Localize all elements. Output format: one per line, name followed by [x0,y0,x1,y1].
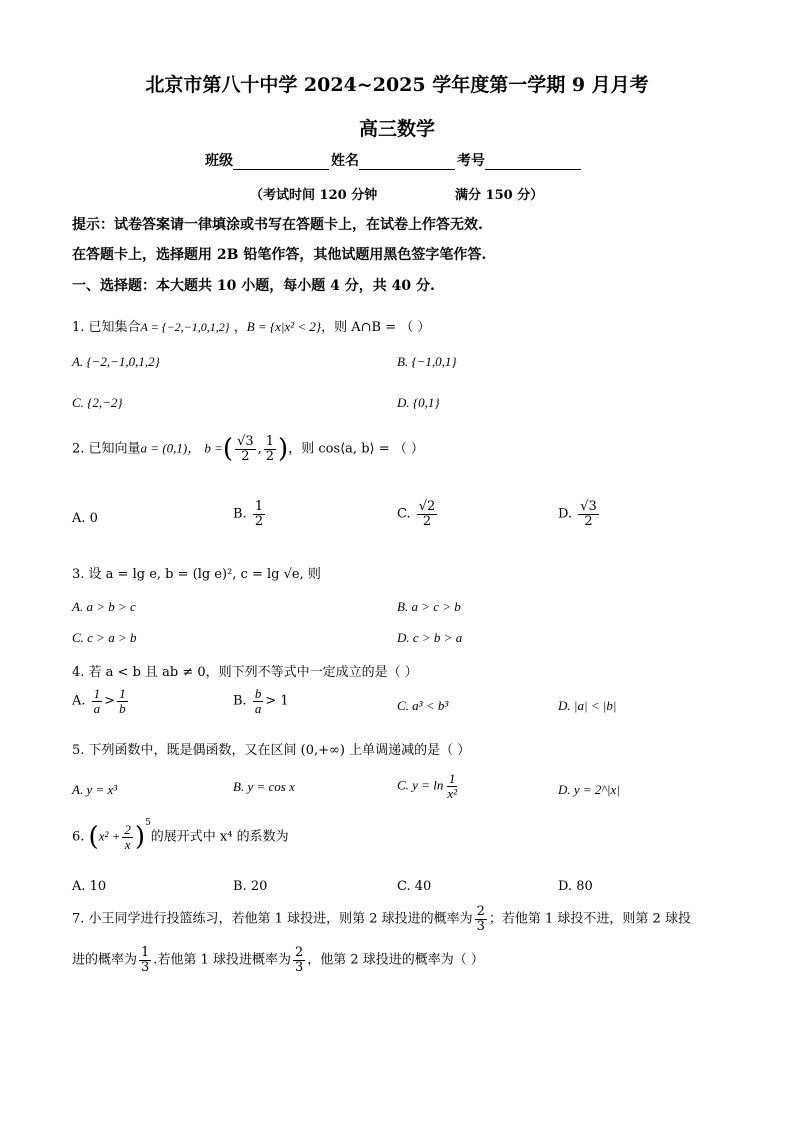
subject-title: 高三数学 [358,118,435,140]
q2-option-c: C. $\frac{√2}{2}$ [397,499,436,529]
q5-option-c: C. y = ln $\frac{1}{\text{x²}}$ [397,771,457,801]
question-1-stem: 1. 已知集合A = {−2,−1,0,1,2} ，B = {x|x² < 2}，则 A∩B = （ ） [72,319,431,335]
question-7-line-1: 7. 小王同学进行投篮练习，若他第 1 球投进，则第 2 球投进的概率为 $\frac{2}{3}$ ；若他第 1 球投不进，则第 2 球投 [72,904,691,934]
q6-option-c: C. 40 [397,879,432,894]
q1-set-a: A = {−2,−1,0,1,2} [140,320,230,334]
q1-option-b: B. {−1,0,1} [397,354,457,369]
q2-vector-b-y: $\frac{1}{2}$ [265,433,275,464]
q1-set-b: B = {x|x² < 2} [246,319,322,334]
time-info: （考试时间 120 分钟 [250,188,378,203]
question-2-stem: 2. 已知向量a = (0,1)， b =( $\frac{√3}{2}$ , $\frac{1}{2}$ )，则 cos⟨a, b⟩ = （ ） [72,433,424,464]
exam-title: 北京市第八十中学 2024~2025 学年度第一学期 9 月月考 [145,74,649,96]
q1-prefix: 1. 已知集合 [72,320,141,335]
q1-ask: ，则 A∩B = （ ） [321,320,431,335]
q3-option-b: B. a > c > b [397,599,461,614]
q2-vector-a: a = (0,1)， [140,440,201,456]
name-blank [359,155,455,170]
name-label: 姓名 [331,153,359,169]
student-info-line [205,150,583,170]
q5-option-d: D. y = 2^|x| [558,782,620,797]
exam-no-blank [485,155,581,170]
class-label: 班级 [205,153,233,169]
q4-option-d: D. |a| < |b| [558,698,617,713]
q1-option-c: C. {2,−2} [72,395,123,410]
q6-label: 6. [72,829,85,845]
q2-vector-b-label: b = [204,440,223,456]
section-heading: 一、选择题：本大题共 10 小题，每小题 4 分，共 40 分. [72,278,435,294]
q2-ask: ，则 cos⟨a, b⟩ = （ ） [288,441,424,457]
question-5-stem: 5. 下列函数中，既是偶函数，又在区间 (0,+∞) 上单调递减的是（ ） [72,743,471,758]
note-line-1: 提示：试卷答案请一律填涂或书写在答题卡上，在试卷上作答无效. [72,217,483,233]
q3-option-a: A. a > b > c [72,599,136,614]
q6-power: 5 [145,818,151,829]
score-info: 满分 150 分） [455,188,544,203]
q2-vector-b-x: $\frac{√3}{2}$ [237,433,254,464]
q3-option-d: D. c > b > a [397,630,463,645]
q2-option-a: A. 0 [72,511,98,526]
q6-option-b: B. 20 [233,879,268,894]
q5-option-a: A. y = x³ [72,782,118,797]
q5-option-b: B. y = cos x [233,779,295,794]
q1-option-a: A. {−2,−1,0,1,2} [72,354,160,369]
question-4-stem: 4. 若 a < b 且 ab ≠ 0，则下列不等式中一定成立的是（ ） [72,665,418,680]
q6-expr: x² + [98,828,121,844]
exam-no-label: 考号 [457,153,485,169]
q3-option-c: C. c > a > b [72,630,137,645]
q1-option-d: D. {0,1} [397,395,440,410]
question-3-stem: 3. 设 a = lg e, b = (lg e)², c = lg √e, 则 [72,567,321,582]
q4-option-b: B. $\frac{b}{a}$ > 1 [233,686,289,716]
question-6-stem: 6. (x² + $\frac{2}{x}$ )$^5$的展开式中 x⁴ 的系数为 [72,818,289,852]
q2-option-b: B. $\frac{1}{2}$ [233,499,264,529]
q2-option-d: D. $\frac{√3}{2}$ [558,499,597,529]
q6-option-d: D. 80 [558,879,593,894]
note-line-2: 在答题卡上，选择题用 2B 铅笔作答，其他试题用黑色签字笔作答. [72,247,487,263]
q6-option-a: A. 10 [72,879,107,894]
q2-prefix: 2. 已知向量 [72,441,141,457]
question-7-line-2: 进的概率为 $\frac{1}{3}$ .若他第 1 球投进概率为 $\frac{2}{3}$ ，他第 2 球投进的概率为（ ） [72,945,484,975]
q4-option-c: C. a³ < b³ [397,698,449,713]
class-blank [233,155,329,170]
q4-option-a: A. $\frac{1}{a}$ > $\frac{1}{b}$ [72,686,126,716]
q6-tail: 的展开式中 x⁴ 的系数为 [150,829,289,845]
